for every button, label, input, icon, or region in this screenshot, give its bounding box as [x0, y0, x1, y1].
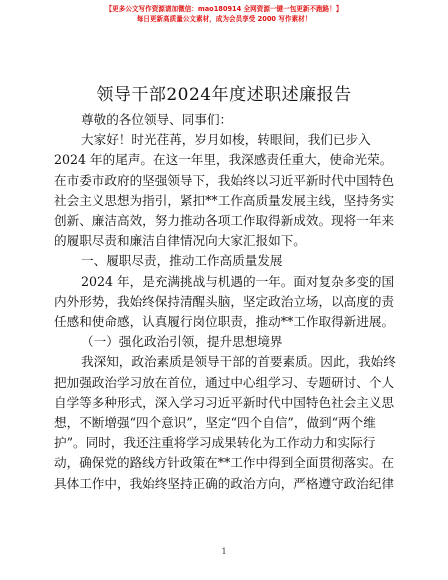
paragraph-line: 2024 年的尾声。在这一年里，我深感责任重大，使命光荣。 — [54, 152, 393, 168]
paragraph-line: 自学等多种形式，深入学习习近平新时代中国特色社会主义思 — [54, 394, 395, 410]
document-title: 领导干部2024年度述职述廉报告 — [96, 85, 352, 105]
subsection-heading: （一）强化政治引领，提升思想境界 — [81, 334, 283, 350]
promo-line-1: 【更多公文写作资源请加微信：mao180914 全网资源一键一包更新不跑路！】 — [105, 5, 343, 13]
paragraph-political — [54, 352, 398, 493]
paragraph-line: 动，确保党的路线方针政策在**工作中得到全面贯彻落实。在 — [54, 455, 395, 471]
salutation: 尊敬的各位领导、同事们： — [81, 112, 233, 127]
promo-line-2: 每日更新高质量公文素材，成为会员享受 2000 写作素材！ — [136, 15, 312, 23]
paragraph-line: 大家好！时光荏苒，岁月如梭，转眼间，我们已步入 — [81, 132, 371, 148]
page-number: 1 — [221, 547, 227, 556]
paragraph-line: 2024 年，是充满挑战与机遇的一年。面对复杂多变的国 — [81, 273, 395, 289]
paragraph-line: 把加强政治学习放在首位，通过中心组学习、专题研讨、个人 — [54, 374, 395, 390]
paragraph-line: 具体工作中，我始终坚持正确的政治方向，严格遵守政治纪律 — [54, 475, 395, 491]
paragraph-line: 社会主义思想为指引，紧扣**工作高质量发展主线，坚持务实 — [54, 192, 395, 208]
paragraph-line: 想，不断增强“四个意识”，坚定“四个自信”，做到“两个维 — [54, 415, 376, 431]
paragraph-line: 任感和使命感，认真履行岗位职责，推动**工作取得新进展。 — [54, 314, 395, 330]
paragraph-line: 的履职尽责和廉洁自律情况向大家汇报如下。 — [54, 233, 306, 249]
paragraph-2024 — [54, 272, 398, 333]
paragraph-line: 内外形势，我始终保持清醒头脑，坚定政治立场，以高度的责 — [54, 293, 395, 309]
paragraph-line: 护”。同时，我还注重将学习成果转化为工作动力和实际行 — [54, 435, 376, 451]
section-heading: 一、履职尽责，推动工作高质量发展 — [81, 253, 283, 269]
paragraph-line: 在市委市政府的坚强领导下，我始终以习近平新时代中国特色 — [54, 172, 395, 188]
paragraph-line: 创新、廉洁高效，努力推动各项工作取得新成效。现将一年来 — [54, 213, 395, 229]
document-body — [54, 110, 398, 494]
paragraph-intro — [54, 130, 398, 251]
promo-banner — [0, 4, 448, 24]
paragraph-line: 我深知，政治素质是领导干部的首要素质。因此，我始终 — [81, 354, 396, 370]
